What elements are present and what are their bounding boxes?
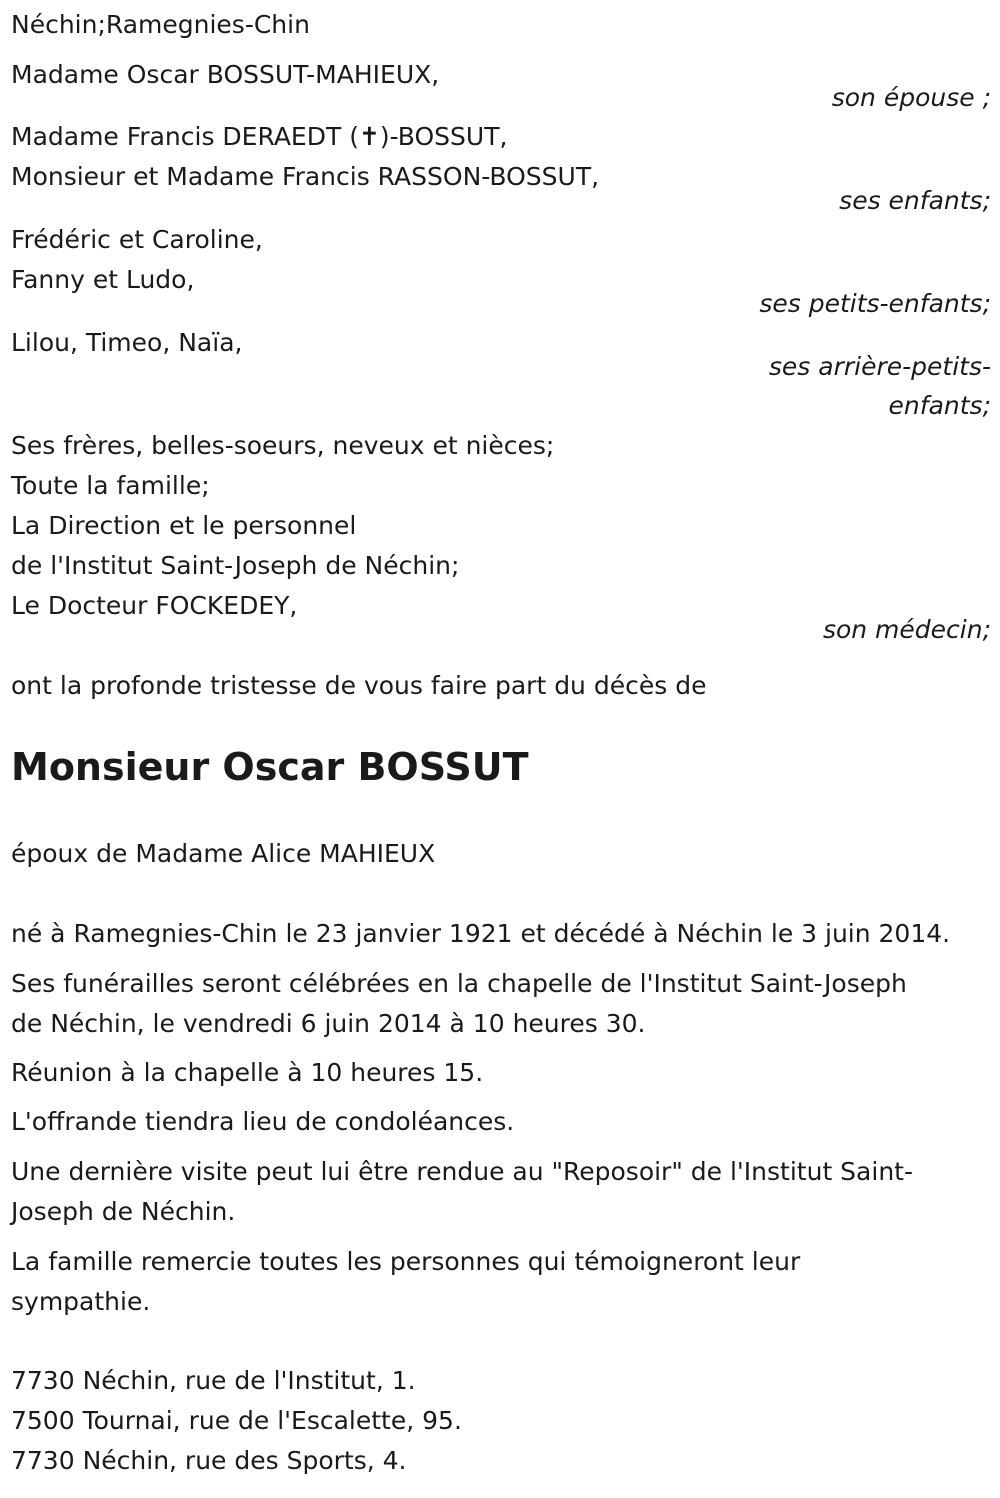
doctor-role: son médecin; xyxy=(822,615,991,644)
birth-death-dates: né à Ramegnies-Chin le 23 janvier 1921 et décédé à Néchin le 3 juin 2014. xyxy=(11,919,951,948)
spouse-name: Madame Oscar BOSSUT-MAHIEUX, xyxy=(11,60,440,89)
child-name: Madame Francis DERAEDT (✝)-BOSSUT, xyxy=(11,122,508,151)
thanks-info: La famille remercie toutes les personnes qui témoigneront leur xyxy=(11,1247,801,1276)
meeting-info: Réunion à la chapelle à 10 heures 15. xyxy=(11,1058,484,1087)
great-grandchildren-names: Lilou, Timeo, Naïa, xyxy=(11,328,243,357)
grandchild-name: Fanny et Ludo, xyxy=(11,265,195,294)
offering-info: L'offrande tiendra lieu de condoléances. xyxy=(11,1107,515,1136)
address-line: 7730 Néchin, rue de l'Institut, 1. xyxy=(11,1366,416,1395)
grandchild-name: Frédéric et Caroline, xyxy=(11,225,263,254)
funeral-info-cont: de Néchin, le vendredi 6 juin 2014 à 10 heures 30. xyxy=(11,1009,646,1038)
whole-family: Toute la famille; xyxy=(11,471,210,500)
grandchildren-role: ses petits-enfants; xyxy=(759,289,991,318)
institute-direction: La Direction et le personnel xyxy=(11,511,357,540)
location-header: Néchin;Ramegnies-Chin xyxy=(11,10,310,39)
children-role: ses enfants; xyxy=(839,186,991,215)
address-line: 7500 Tournai, rue de l'Escalette, 95. xyxy=(11,1406,462,1435)
funeral-info: Ses funérailles seront célébrées en la chapelle de l'Institut Saint-Joseph xyxy=(11,969,907,998)
other-relatives: Ses frères, belles-soeurs, neveux et nièces; xyxy=(11,431,555,460)
announcement-intro: ont la profonde tristesse de vous faire part du décès de xyxy=(11,671,707,700)
child-name: Monsieur et Madame Francis RASSON-BOSSUT, xyxy=(11,162,600,191)
great-grandchildren-role-cont: enfants; xyxy=(888,391,991,420)
deceased-name: Monsieur Oscar BOSSUT xyxy=(11,745,529,789)
institute-name: de l'Institut Saint-Joseph de Néchin; xyxy=(11,551,460,580)
thanks-info-cont: sympathie. xyxy=(11,1287,151,1316)
visit-info-cont: Joseph de Néchin. xyxy=(11,1197,236,1226)
spouse-role: son épouse ; xyxy=(831,83,991,112)
address-line: 7730 Néchin, rue des Sports, 4. xyxy=(11,1446,407,1475)
doctor-name: Le Docteur FOCKEDEY, xyxy=(11,591,298,620)
spouse-of: époux de Madame Alice MAHIEUX xyxy=(11,839,436,868)
great-grandchildren-role: ses arrière-petits- xyxy=(768,352,991,381)
visit-info: Une dernière visite peut lui être rendue au "Reposoir" de l'Institut Saint- xyxy=(11,1157,913,1186)
